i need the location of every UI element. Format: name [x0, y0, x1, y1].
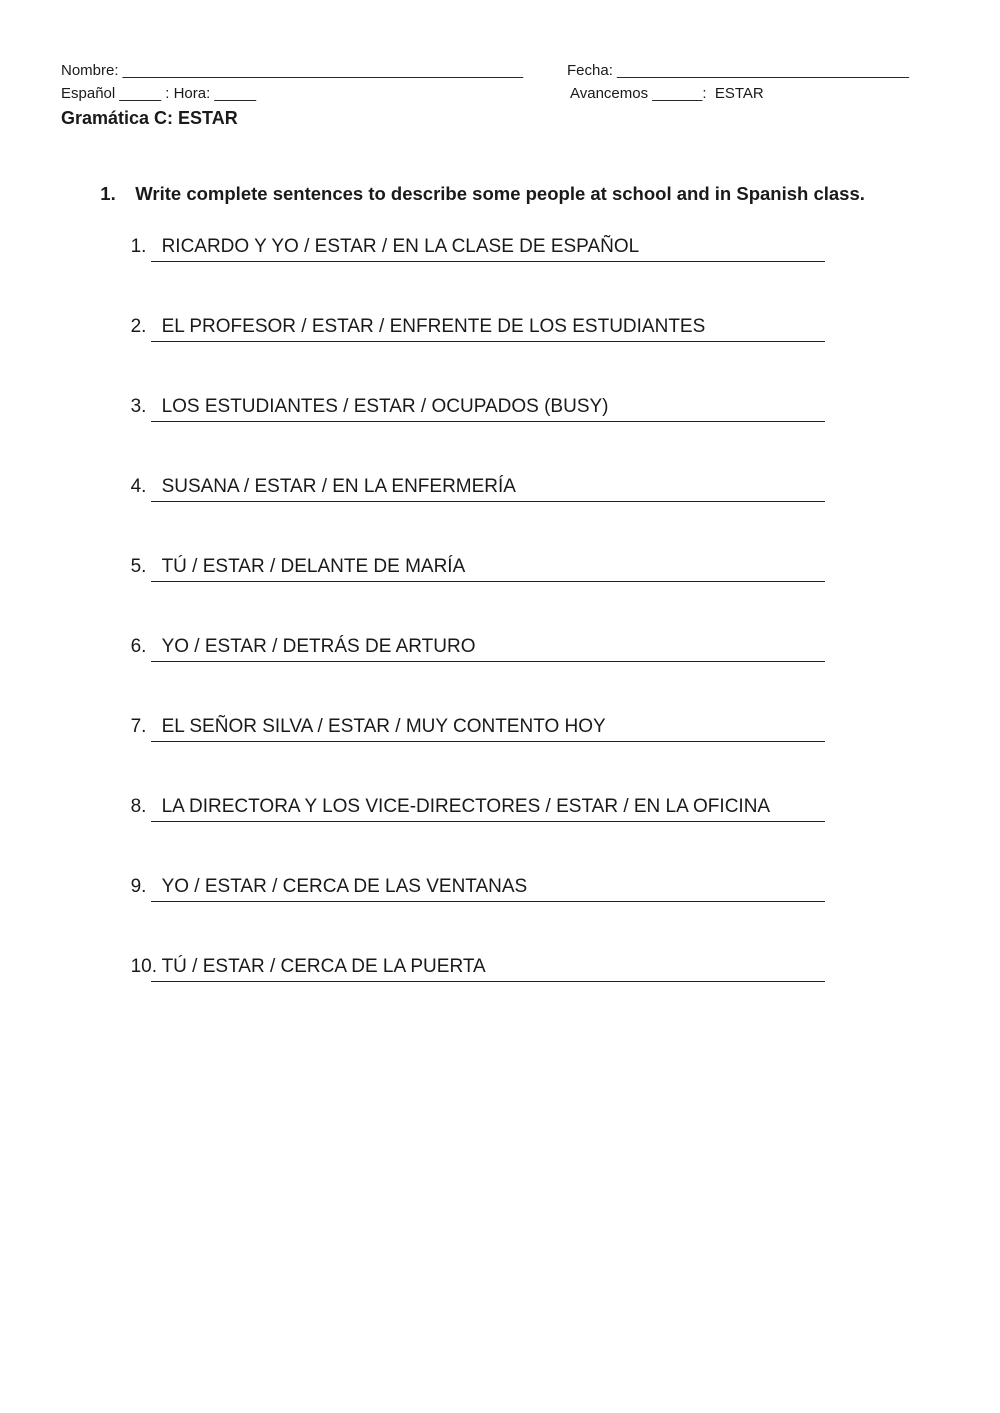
answer-line[interactable]: [151, 741, 825, 742]
item-prompt: RICARDO Y YO / ESTAR / EN LA CLASE DE ESPAÑOL: [161, 236, 640, 257]
item-number: 5.: [130, 556, 147, 577]
exercise-item: [120, 694, 606, 738]
exercise-item: [120, 534, 465, 578]
nombre-field[interactable]: Nombre: ________________________________________________: [61, 62, 524, 79]
item-prompt: LA DIRECTORA Y LOS VICE-DIRECTORES / ESTAR / EN LA OFICINA: [161, 796, 771, 817]
answer-line[interactable]: [151, 501, 825, 502]
item-number: 9.: [130, 876, 147, 897]
espanol-hora-field[interactable]: Español _____ : Hora: _____: [61, 85, 257, 102]
item-number: 7.: [130, 716, 147, 737]
item-number: 10.: [130, 956, 157, 977]
item-prompt: SUSANA / ESTAR / EN LA ENFERMERÍA: [161, 476, 516, 497]
avancemos-field[interactable]: Avancemos ______: ESTAR: [570, 85, 764, 102]
exercise-item: [120, 614, 475, 658]
instruction-number: 1.: [100, 183, 116, 204]
answer-line[interactable]: [151, 341, 825, 342]
item-number: 1.: [130, 236, 147, 257]
item-number: 4.: [130, 476, 147, 497]
item-prompt: TÚ / ESTAR / CERCA DE LA PUERTA: [161, 956, 486, 977]
answer-line[interactable]: [151, 981, 825, 982]
answer-line[interactable]: [151, 661, 825, 662]
instruction-text: Write complete sentences to describe some people at school and in Spanish class.: [135, 183, 865, 204]
answer-line[interactable]: [151, 421, 825, 422]
item-prompt: EL SEÑOR SILVA / ESTAR / MUY CONTENTO HOY: [161, 716, 606, 737]
item-prompt: EL PROFESOR / ESTAR / ENFRENTE DE LOS ESTUDIANTES: [161, 316, 706, 337]
instruction: [90, 161, 865, 205]
exercise-item: [120, 374, 609, 418]
exercise-item: [120, 774, 770, 818]
answer-line[interactable]: [151, 901, 825, 902]
item-prompt: YO / ESTAR / CERCA DE LAS VENTANAS: [161, 876, 528, 897]
exercise-item: [120, 214, 639, 258]
item-prompt: TÚ / ESTAR / DELANTE DE MARÍA: [161, 556, 466, 577]
fecha-field[interactable]: Fecha: ___________________________________: [567, 62, 910, 79]
item-number: 2.: [130, 316, 147, 337]
exercise-item: [120, 934, 486, 978]
exercise-item: [120, 294, 705, 338]
answer-line[interactable]: [151, 821, 825, 822]
item-number: 3.: [130, 396, 147, 417]
answer-line[interactable]: [151, 581, 825, 582]
answer-line[interactable]: [151, 261, 825, 262]
page-title: Gramática C: ESTAR: [61, 108, 238, 128]
item-number: 6.: [130, 636, 147, 657]
item-number: 8.: [130, 796, 147, 817]
exercise-item: [120, 454, 516, 498]
item-prompt: LOS ESTUDIANTES / ESTAR / OCUPADOS (BUSY): [161, 396, 609, 417]
item-prompt: YO / ESTAR / DETRÁS DE ARTURO: [161, 636, 476, 657]
exercise-item: [120, 854, 527, 898]
